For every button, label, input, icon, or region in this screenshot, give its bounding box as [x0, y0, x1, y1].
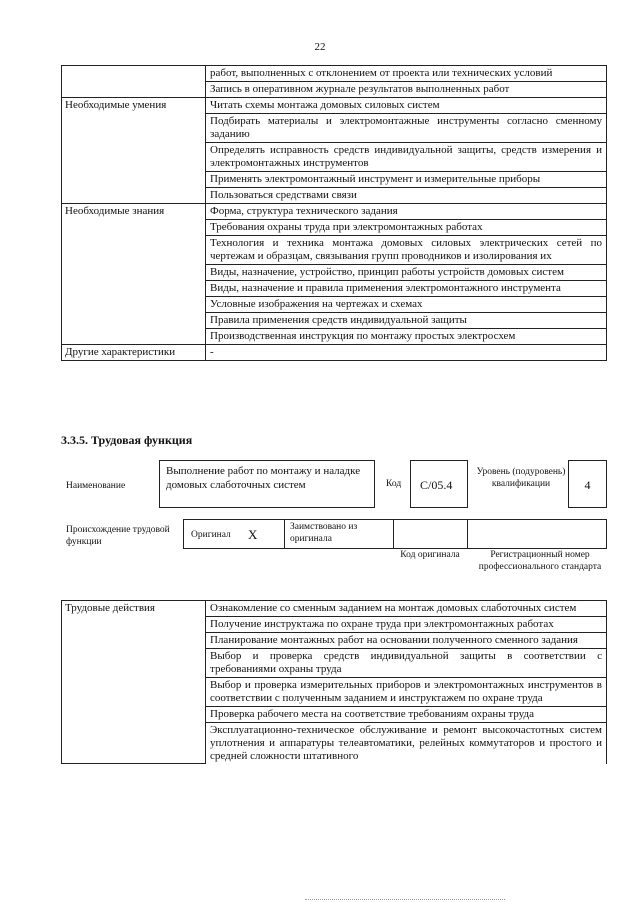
- level-box: [568, 460, 607, 508]
- table-row: [62, 98, 607, 114]
- row-text: Пользоваться средствами связи: [206, 188, 607, 204]
- code-label: Код: [386, 479, 402, 489]
- level-label: Уровень (подуровень) квалификации: [476, 467, 566, 489]
- origin-code-label: Код оригинала: [400, 550, 460, 560]
- row-text: Виды, назначение, устройство, принцип работы устройств домовых систем: [206, 265, 607, 281]
- origin-label: Происхождение трудовой функции: [66, 525, 170, 547]
- divider: [393, 519, 394, 549]
- row-text: Выбор и проверка измерительных приборов и электромонтажных инструментов в соответствии с полученным заданием и инструктажем по охране труда: [206, 677, 607, 706]
- table-row: [62, 345, 607, 361]
- labor-actions-table: [61, 600, 607, 764]
- original-mark: X: [248, 527, 258, 542]
- row-text: Запись в оперативном журнале результатов выполненных работ: [206, 82, 607, 98]
- row-text: Планирование монтажных работ на основании полученного сменного задания: [206, 632, 607, 648]
- row-text: Технология и техника монтажа домовых силовых электрических сетей по чертежам и образцам, связывания групп проводников и изолирования их: [206, 236, 607, 265]
- row-text: Применять электромонтажный инструмент и измерительные приборы: [206, 172, 607, 188]
- divider: [467, 519, 468, 549]
- code-box: [410, 460, 468, 508]
- row-text: Определять исправность средств индивидуальной защиты, средств измерения и электромонтажных инструментов: [206, 143, 607, 172]
- row-text: Правила применения средств индивидуальной защиты: [206, 313, 607, 329]
- code-value: С/05.4: [420, 478, 453, 492]
- row-text: Проверка рабочего места на соответствие требованиям охраны труда: [206, 706, 607, 722]
- name-label: Наименование: [66, 481, 126, 491]
- row-text: -: [206, 345, 607, 361]
- section-title: 3.3.5. Трудовая функция: [61, 433, 193, 447]
- row-label: [62, 66, 206, 98]
- function-name-value: Выполнение работ по монтажу и наладке домовых слаботочных систем: [166, 465, 361, 491]
- table-row: [62, 204, 607, 220]
- row-text: Форма, структура технического задания: [206, 204, 607, 220]
- row-text: Выбор и проверка средств индивидуальной защиты в соответствии с требованиями охраны труда: [206, 648, 607, 677]
- table-row: [62, 66, 607, 82]
- row-text: Эксплуатационно-техническое обслуживание и ремонт высокочастотных систем уплотнения и аппаратуры телеавтоматики, релейных коммутаторов и простого и средней сложности штативного: [206, 722, 607, 764]
- row-label-knowledge: Необходимые знания: [62, 204, 206, 345]
- row-text: Виды, назначение и правила применения электромонтажного инструмента: [206, 281, 607, 297]
- function-name-box: [159, 460, 375, 508]
- labor-actions-label: Трудовые действия: [62, 601, 206, 764]
- page-number: 22: [314, 41, 326, 53]
- row-text: Читать схемы монтажа домовых силовых систем: [206, 98, 607, 114]
- table-row: [62, 601, 607, 617]
- original-label: Оригинал: [191, 530, 231, 540]
- row-text: работ, выполненных с отклонением от проекта или технических условий: [206, 66, 607, 82]
- divider: [284, 519, 285, 549]
- row-text: Получение инструктажа по охране труда при электромонтажных работах: [206, 616, 607, 632]
- footer-divider: [305, 899, 505, 900]
- reg-number-label: Регистрационный номер профессионального стандарта: [478, 550, 602, 572]
- row-text: Ознакомление со сменным заданием на монтаж домовых слаботочных систем: [206, 601, 607, 617]
- origin-box: [183, 519, 607, 549]
- row-text: Требования охраны труда при электромонтажных работах: [206, 220, 607, 236]
- row-label-skills: Необходимые умения: [62, 98, 206, 204]
- row-text: Условные изображения на чертежах и схемах: [206, 297, 607, 313]
- skills-knowledge-table: [61, 65, 607, 361]
- borrowed-label: Заимствовано из оригинала: [290, 522, 358, 544]
- row-text: Подбирать материалы и электромонтажные инструменты согласно сменному заданию: [206, 114, 607, 143]
- row-text: Производственная инструкция по монтажу простых электросхем: [206, 329, 607, 345]
- row-label-other: Другие характеристики: [62, 345, 206, 361]
- level-value: 4: [584, 478, 591, 492]
